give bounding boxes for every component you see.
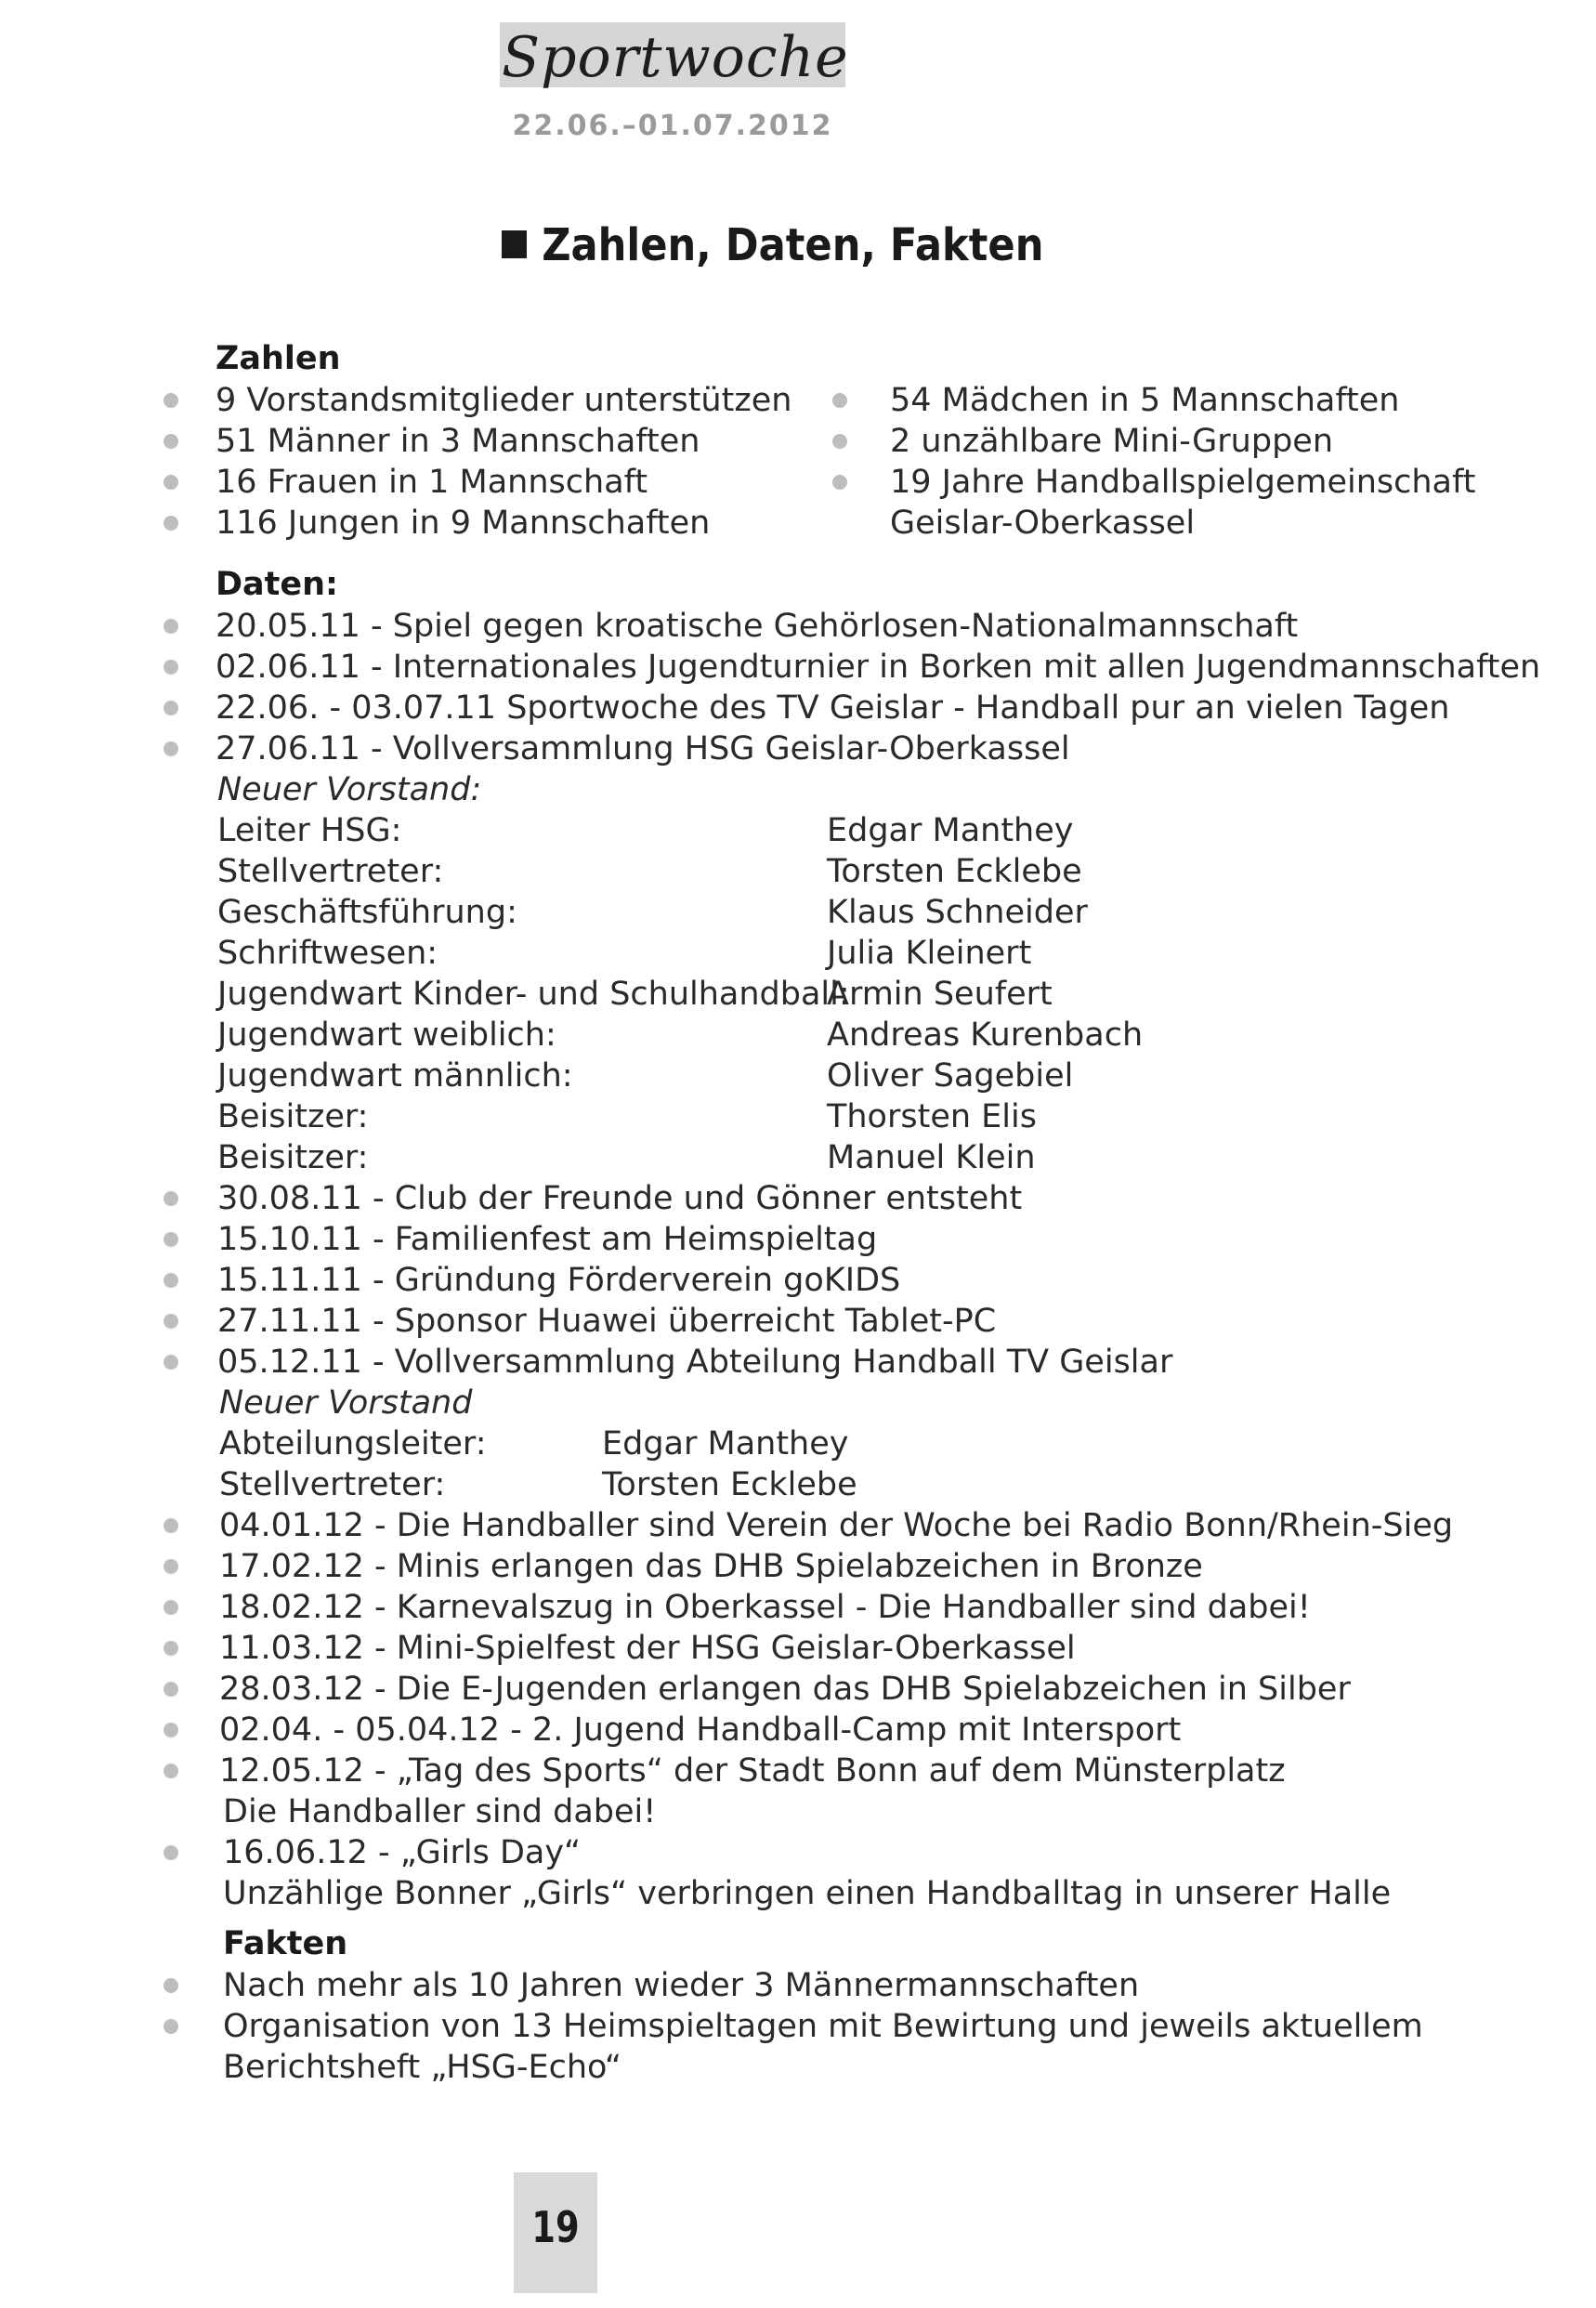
daten-item: 04.01.12 - Die Handballer sind Verein der Woche bei Radio Bonn/Rhein-Sieg — [219, 1507, 1454, 1544]
bullet-icon — [164, 434, 178, 449]
page-number: 19 — [531, 2202, 580, 2252]
bullet-icon — [164, 393, 178, 408]
zahlen-right-item: 19 Jahre Handballspielgemeinschaft — [890, 464, 1476, 501]
daten-item-continuation: Die Handballer sind dabei! — [223, 1793, 657, 1830]
fakten-heading: Fakten — [223, 1925, 348, 1962]
bullet-icon — [164, 1355, 178, 1370]
bullet-icon — [164, 2019, 178, 2034]
vorstand-role: Leiter HSG: — [217, 812, 402, 849]
daten-item: 15.10.11 - Familienfest am Heimspieltag — [217, 1221, 878, 1258]
daten-item-continuation: Unzählige Bonner „Girls“ verbringen einen Handballtag in unserer Halle — [223, 1875, 1392, 1912]
daten-item: 20.05.11 - Spiel gegen kroatische Gehörlosen-Nationalmannschaft — [216, 608, 1299, 645]
vorstand-person: Torsten Ecklebe — [827, 853, 1082, 890]
vorstand-role: Geschäftsführung: — [217, 894, 517, 931]
bullet-icon — [832, 434, 847, 449]
vorstand-role: Beisitzer: — [217, 1139, 369, 1176]
vorstand-role: Abteilungsleiter: — [219, 1425, 487, 1462]
zahlen-left-item: 51 Männer in 3 Mannschaften — [216, 423, 700, 460]
bullet-icon — [164, 741, 178, 756]
vorstand-role: Schriftwesen: — [217, 935, 438, 972]
daten-heading: Daten: — [216, 566, 339, 603]
bullet-icon — [164, 701, 178, 715]
daten-item: 05.12.11 - Vollversammlung Abteilung Handball TV Geislar — [217, 1344, 1173, 1381]
vorstand-role: Stellvertreter: — [217, 853, 444, 890]
daten-item: 15.11.11 - Gründung Förderverein goKIDS — [217, 1262, 901, 1299]
vorstand-heading: Neuer Vorstand — [219, 1384, 473, 1422]
bullet-icon — [164, 1273, 178, 1288]
vorstand-role: Jugendwart weiblich: — [217, 1016, 556, 1054]
daten-item: 02.04. - 05.04.12 - 2. Jugend Handball-Camp mit Intersport — [219, 1711, 1182, 1749]
bullet-icon — [164, 1978, 178, 1993]
daten-item: 17.02.12 - Minis erlangen das DHB Spielabzeichen in Bronze — [219, 1548, 1203, 1585]
bullet-icon — [164, 1559, 178, 1574]
vorstand-role: Beisitzer: — [217, 1098, 369, 1135]
zahlen-right-item: 54 Mädchen in 5 Mannschaften — [890, 382, 1400, 419]
bullet-icon — [164, 1723, 178, 1738]
daten-item: 27.11.11 - Sponsor Huawei überreicht Tablet-PC — [217, 1303, 997, 1340]
page-title — [502, 219, 1043, 271]
daten-item: 22.06. - 03.07.11 Sportwoche des TV Geislar - Handball pur an vielen Tagen — [216, 689, 1450, 727]
zahlen-left-item: 116 Jungen in 9 Mannschaften — [216, 505, 711, 542]
fakten-item: Organisation von 13 Heimspieltagen mit Bewirtung und jeweils aktuellem — [223, 2008, 1423, 2045]
bullet-icon — [164, 516, 178, 531]
daten-item: 11.03.12 - Mini-Spielfest der HSG Geislar-Oberkassel — [219, 1630, 1076, 1667]
bullet-icon — [164, 475, 178, 490]
vorstand-person: Thorsten Elis — [827, 1098, 1037, 1135]
vorstand-role: Stellvertreter: — [219, 1466, 446, 1503]
zahlen-heading: Zahlen — [216, 340, 341, 377]
zahlen-left-item: 9 Vorstandsmitglieder unterstützen — [216, 382, 792, 419]
bullet-icon — [164, 1682, 178, 1697]
zahlen-right-item: 2 unzählbare Mini-Gruppen — [890, 423, 1334, 460]
vorstand-person: Torsten Ecklebe — [602, 1466, 857, 1503]
brand-title: Sportwoche — [502, 25, 849, 90]
fakten-item-continuation: Berichtsheft „HSG-Echo“ — [223, 2049, 622, 2086]
bullet-icon — [164, 1518, 178, 1533]
daten-item: 12.05.12 - „Tag des Sports“ der Stadt Bonn auf dem Münsterplatz — [219, 1752, 1286, 1790]
bullet-icon — [164, 1232, 178, 1247]
daten-item: 16.06.12 - „Girls Day“ — [223, 1834, 582, 1871]
bullet-icon — [164, 1641, 178, 1656]
daten-item: 28.03.12 - Die E-Jugenden erlangen das DHB Spielabzeichen in Silber — [219, 1671, 1351, 1708]
vorstand-role: Jugendwart männlich: — [217, 1057, 573, 1095]
daten-item: 30.08.11 - Club der Freunde und Gönner entsteht — [217, 1180, 1023, 1217]
bullet-icon — [832, 475, 847, 490]
event-dates: 22.06.–01.07.2012 — [512, 110, 833, 142]
bullet-icon — [164, 1314, 178, 1329]
square-bullet-icon — [502, 230, 527, 258]
vorstand-heading: Neuer Vorstand: — [217, 771, 482, 808]
vorstand-role: Jugendwart Kinder- und Schulhandball: — [217, 976, 850, 1013]
bullet-icon — [164, 619, 178, 634]
zahlen-left-item: 16 Frauen in 1 Mannschaft — [216, 464, 648, 501]
bullet-icon — [164, 1600, 178, 1615]
vorstand-person: Armin Seufert — [827, 976, 1053, 1013]
bullet-icon — [164, 1764, 178, 1778]
vorstand-person: Oliver Sagebiel — [827, 1057, 1074, 1095]
vorstand-person: Andreas Kurenbach — [827, 1016, 1144, 1054]
daten-item: 18.02.12 - Karnevalszug in Oberkassel - Die Handballer sind dabei! — [219, 1589, 1311, 1626]
vorstand-person: Edgar Manthey — [602, 1425, 849, 1462]
daten-item: 27.06.11 - Vollversammlung HSG Geislar-Oberkassel — [216, 730, 1070, 767]
zahlen-right-item: Geislar-Oberkassel — [890, 505, 1196, 542]
bullet-icon — [164, 1845, 178, 1860]
bullet-icon — [164, 1191, 178, 1206]
vorstand-person: Edgar Manthey — [827, 812, 1074, 849]
daten-item: 02.06.11 - Internationales Jugendturnier in Borken mit allen Jugendmannschaften — [216, 649, 1541, 686]
bullet-icon — [164, 660, 178, 675]
fakten-item: Nach mehr als 10 Jahren wieder 3 Männermannschaften — [223, 1967, 1140, 2004]
bullet-icon — [832, 393, 847, 408]
vorstand-person: Klaus Schneider — [827, 894, 1088, 931]
vorstand-person: Manuel Klein — [827, 1139, 1036, 1176]
vorstand-person: Julia Kleinert — [827, 935, 1032, 972]
page-title-text: Zahlen, Daten, Fakten — [542, 219, 1044, 271]
